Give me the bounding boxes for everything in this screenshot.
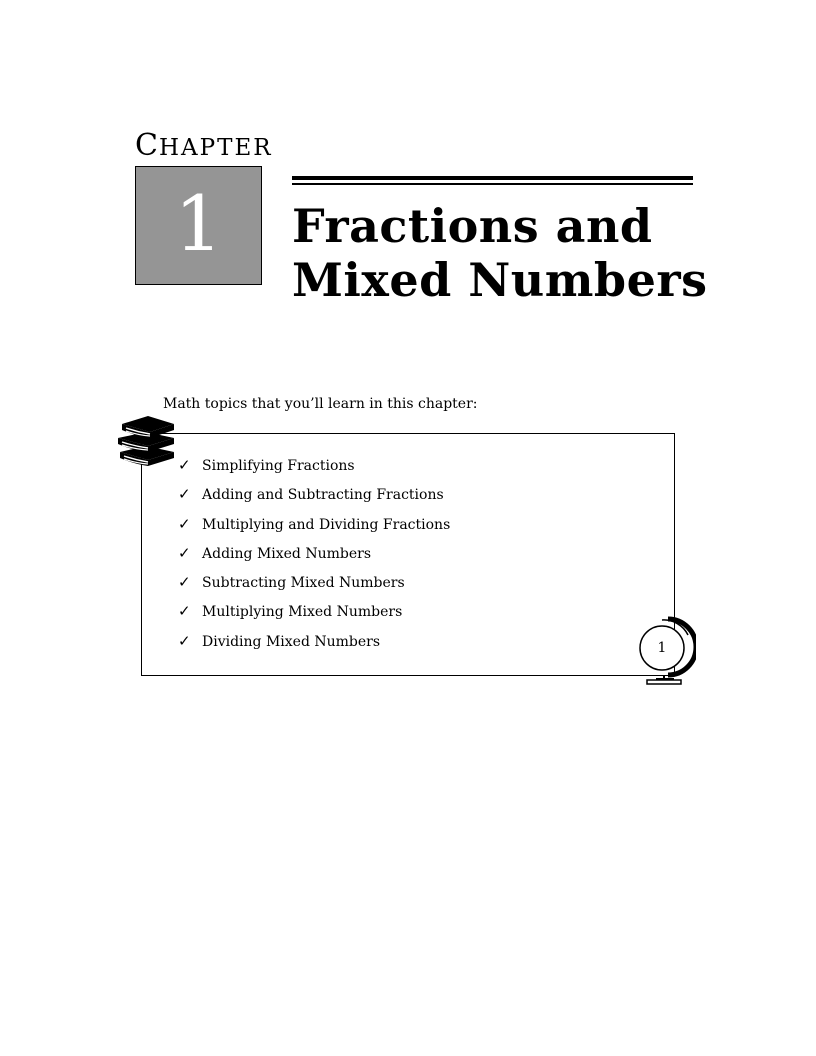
books-icon — [116, 412, 178, 470]
checkmark-icon: ✓ — [178, 514, 191, 533]
topics-intro: Math topics that you’ll learn in this chapter: — [163, 396, 478, 412]
chapter-number-box — [135, 166, 262, 285]
checkmark-icon: ✓ — [178, 456, 191, 474]
topic-item — [178, 484, 450, 513]
checkmark-icon: ✓ — [178, 602, 191, 621]
checkmark-icon: ✓ — [178, 485, 191, 504]
topic-label: Subtracting Mixed Numbers — [202, 575, 405, 592]
chapter-number: 1 — [174, 179, 223, 268]
topic-item — [178, 572, 450, 601]
title-rule-thin — [292, 183, 693, 185]
page-number: 1 — [657, 640, 667, 656]
topics-list — [178, 455, 450, 660]
topic-label: Multiplying and Dividing Fractions — [202, 516, 451, 533]
topic-item — [178, 514, 450, 543]
checkmark-icon: ✓ — [178, 543, 191, 562]
topic-item — [178, 455, 450, 484]
checkmark-icon: ✓ — [178, 573, 191, 592]
chapter-label-initial: C — [135, 128, 159, 163]
topic-label: Adding and Subtracting Fractions — [202, 487, 444, 504]
topic-label: Adding Mixed Numbers — [202, 545, 372, 562]
topic-label: Multiplying Mixed Numbers — [202, 604, 403, 621]
chapter-title-line2: Mixed Numbers — [292, 253, 708, 307]
topic-item — [178, 631, 450, 660]
title-rule-thick — [292, 176, 693, 180]
chapter-title — [292, 199, 708, 307]
topic-item — [178, 601, 450, 630]
topic-label: Dividing Mixed Numbers — [202, 633, 381, 650]
topic-item — [178, 543, 450, 572]
chapter-label — [135, 128, 273, 166]
chapter-title-line1: Fractions and — [292, 199, 653, 253]
chapter-label-rest: HAPTER — [158, 135, 273, 161]
topic-label: Simplifying Fractions — [202, 458, 355, 474]
checkmark-icon: ✓ — [178, 631, 191, 650]
